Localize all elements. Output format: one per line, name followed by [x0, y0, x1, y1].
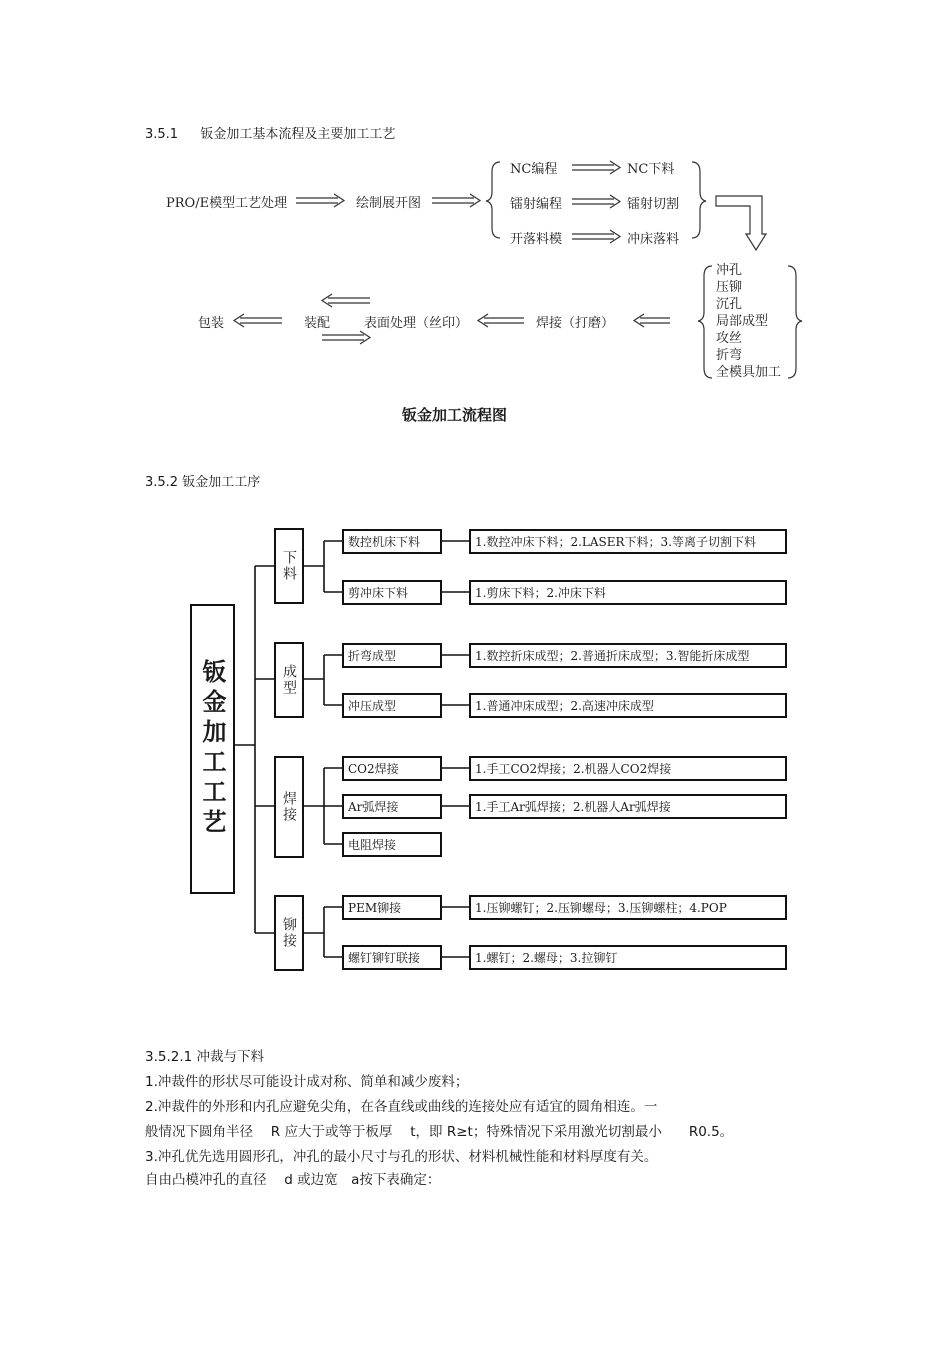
tree-item: 电阻焊接	[342, 832, 442, 857]
tree-detail: 1.数控冲床下料；2.LASER下料；3.等离子切割下料	[469, 529, 787, 554]
paragraph-line: 2.冲裁件的外形和内孔应避免尖角，在各直线或曲线的连接处应有适宜的圆角相连。一	[145, 1099, 658, 1115]
tree-item: Ar弧焊接	[342, 794, 442, 819]
section-352-number: 3.5.2	[145, 475, 179, 490]
process-item: 冲孔	[716, 263, 743, 278]
flow-nc-program: NC编程	[510, 162, 558, 177]
tree-item: 螺钉铆钉联接	[342, 945, 442, 970]
tree-detail: 1.普通冲床成型；2.高速冲床成型	[469, 693, 787, 718]
tree-root	[190, 604, 235, 894]
tree-detail: 1.剪床下料；2.冲床下料	[469, 580, 787, 605]
flowchart-caption: 钣金加工流程图	[402, 406, 508, 424]
tree-root-label: 钣金加工工艺	[198, 659, 227, 839]
flow-surface: 表面处理（丝印）	[364, 316, 469, 331]
tree-item: 冲压成型	[342, 693, 442, 718]
section-351-title: 钣金加工基本流程及主要加工工艺	[200, 127, 396, 142]
paragraph-line: 般情况下圆角半径 R 应大于或等于板厚 t，即 R≥t；特殊情况下采用激光切割最小 R0.5。	[145, 1124, 734, 1140]
flow-weld: 焊接（打磨）	[536, 316, 615, 331]
tree-detail: 1.手工CO2焊接；2.机器人CO2焊接	[469, 756, 787, 781]
flow-punch-blank: 冲床落料	[627, 232, 680, 247]
flow-nc-cut: NC下料	[627, 162, 675, 177]
tree-group-welding	[274, 756, 304, 858]
process-item: 局部成型	[716, 314, 769, 329]
tree-detail: 1.螺钉；2.螺母；3.拉铆钉	[469, 945, 787, 970]
process-item: 折弯	[716, 348, 743, 363]
section-351-number: 3.5.1	[145, 127, 179, 142]
flow-laser-program: 镭射编程	[510, 197, 563, 212]
flow-laser-cut: 镭射切割	[627, 197, 680, 212]
flow-step-unfold: 绘制展开图	[356, 196, 422, 211]
flow-package: 包装	[198, 316, 225, 331]
flow-assembly: 装配	[304, 316, 331, 331]
paragraph-line: 1.冲裁件的形状尽可能设计成对称、简单和减少废料；	[145, 1074, 469, 1090]
paragraph-line: 3.冲孔优先选用圆形孔，冲孔的最小尺寸与孔的形状、材料机械性能和材料厚度有关。	[145, 1149, 658, 1165]
process-item: 压铆	[716, 280, 743, 295]
flow-die-open: 开落料模	[510, 232, 563, 247]
tree-group-label: 下料	[281, 550, 297, 582]
tree-item: 折弯成型	[342, 643, 442, 668]
tree-item: 剪冲床下料	[342, 580, 442, 605]
section-352-title: 钣金加工工序	[182, 475, 261, 490]
tree-item: PEM铆接	[342, 895, 442, 920]
tree-item: CO2焊接	[342, 756, 442, 781]
tree-detail: 1.数控折床成型；2.普通折床成型；3.智能折床成型	[469, 643, 787, 668]
tree-group-riveting	[274, 895, 304, 971]
tree-group-blanking	[274, 528, 304, 604]
tree-item: 数控机床下料	[342, 529, 442, 554]
tree-group-label: 铆接	[281, 917, 297, 949]
process-item: 沉孔	[716, 297, 743, 312]
tree-group-label: 成型	[281, 664, 297, 696]
flow-step-proe: PRO/E模型工艺处理	[166, 196, 288, 211]
section-3521-heading: 3.5.2.1 冲裁与下料	[145, 1049, 265, 1065]
tree-detail: 1.压铆螺钉；2.压铆螺母；3.压铆螺柱；4.POP	[469, 895, 787, 920]
paragraph-line: 自由凸模冲孔的直径 d 或边宽 a按下表确定：	[145, 1172, 441, 1188]
tree-detail: 1.手工Ar弧焊接；2.机器人Ar弧焊接	[469, 794, 787, 819]
process-item: 攻丝	[716, 331, 743, 346]
tree-group-label: 焊接	[281, 791, 297, 823]
tree-group-forming	[274, 642, 304, 718]
process-item: 全模具加工	[716, 365, 782, 380]
